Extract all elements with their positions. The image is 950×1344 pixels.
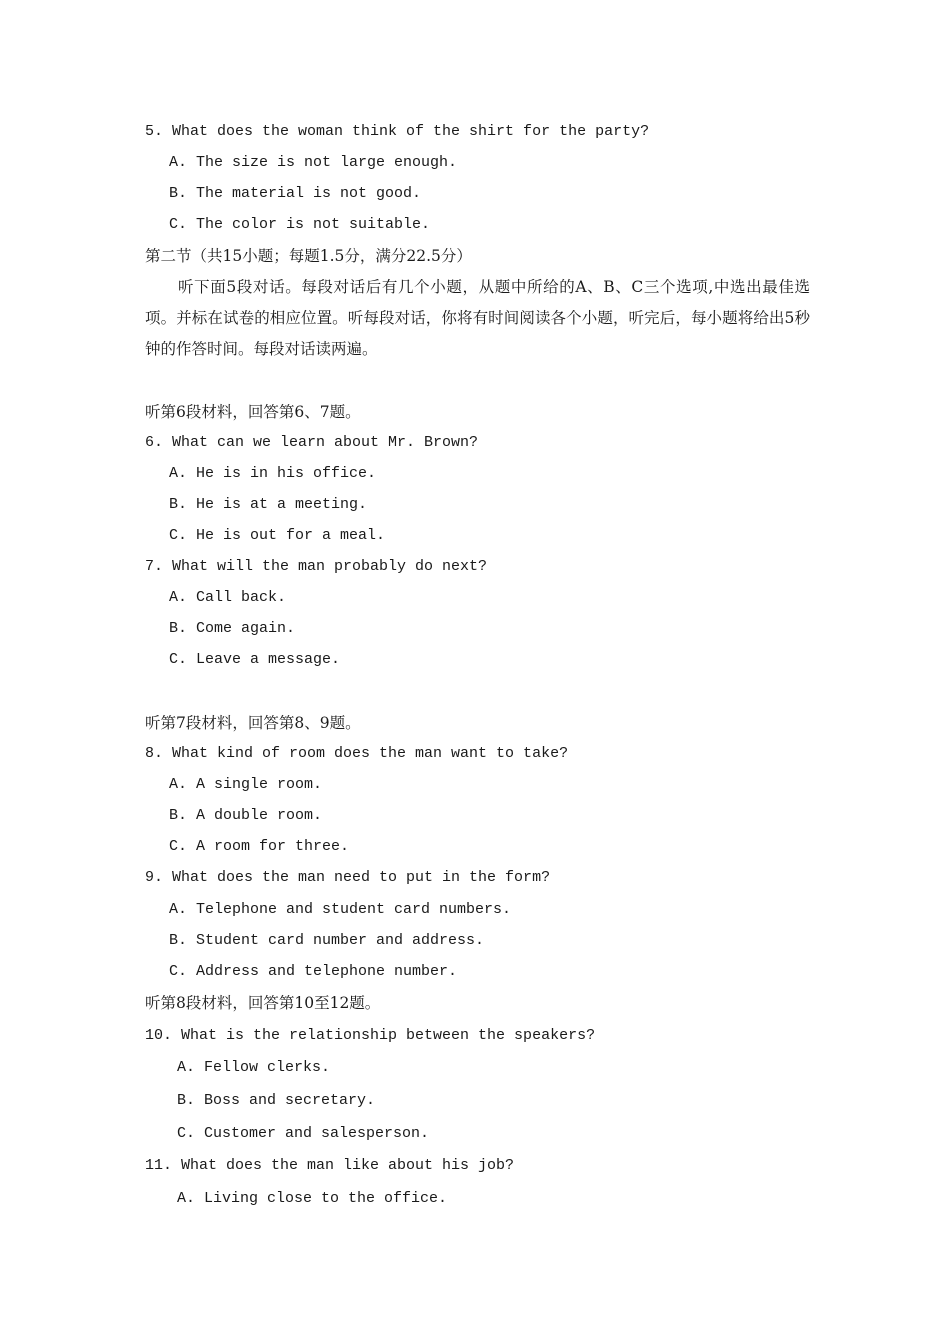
- question-7-stem: 7. What will the man probably do next?: [145, 558, 488, 575]
- question-8-option-c: C. A room for three.: [169, 838, 350, 855]
- question-10-stem: 10. What is the relationship between the speakers?: [145, 1027, 596, 1044]
- question-6-stem: 6. What can we learn about Mr. Brown?: [145, 434, 479, 451]
- question-10-option-a: A. Fellow clerks.: [177, 1059, 331, 1076]
- question-7-option-c: C. Leave a message.: [169, 651, 341, 668]
- question-9-option-b: B. Student card number and address.: [169, 932, 485, 949]
- question-5-option-c: C. The color is not suitable.: [169, 216, 431, 233]
- material-8-label: 听第8段材料，回答第10至12题。: [145, 994, 381, 1012]
- question-8-option-a: A. A single room.: [169, 776, 323, 793]
- question-6-option-a: A. He is in his office.: [169, 465, 377, 482]
- question-6-option-c: C. He is out for a meal.: [169, 527, 386, 544]
- question-7-option-a: A. Call back.: [169, 589, 287, 606]
- question-6-option-b: B. He is at a meeting.: [169, 496, 368, 513]
- question-5-option-b: B. The material is not good.: [169, 185, 422, 202]
- material-6-label: 听第6段材料，回答第6、7题。: [145, 403, 361, 421]
- question-9-stem: 9. What does the man need to put in the form?: [145, 869, 551, 886]
- question-10-option-b: B. Boss and secretary.: [177, 1092, 376, 1109]
- question-9-option-c: C. Address and telephone number.: [169, 963, 458, 980]
- question-5-stem: 5. What does the woman think of the shirt for the party?: [145, 123, 650, 140]
- question-11-stem: 11. What does the man like about his job?: [145, 1157, 515, 1174]
- question-8-option-b: B. A double room.: [169, 807, 323, 824]
- section-2-instructions: 听下面5段对话。每段对话后有几个小题，从题中所给的A、B、C三个选项,中选出最佳选项。并标在试卷的相应位置。听每段对话，你将有时间阅读各个小题，听完后，每小题将给出5秒钟的作答时间。每段对话读两遍。: [145, 278, 810, 358]
- section-2-heading: 第二节（共15小题；每题1.5分，满分22.5分）: [145, 247, 472, 265]
- question-10-option-c: C. Customer and salesperson.: [177, 1125, 430, 1142]
- question-5-option-a: A. The size is not large enough.: [169, 154, 458, 171]
- question-7-option-b: B. Come again.: [169, 620, 296, 637]
- material-7-label: 听第7段材料，回答第8、9题。: [145, 714, 361, 732]
- question-11-option-a: A. Living close to the office.: [177, 1190, 448, 1207]
- question-9-option-a: A. Telephone and student card numbers.: [169, 901, 512, 918]
- question-8-stem: 8. What kind of room does the man want to take?: [145, 745, 569, 762]
